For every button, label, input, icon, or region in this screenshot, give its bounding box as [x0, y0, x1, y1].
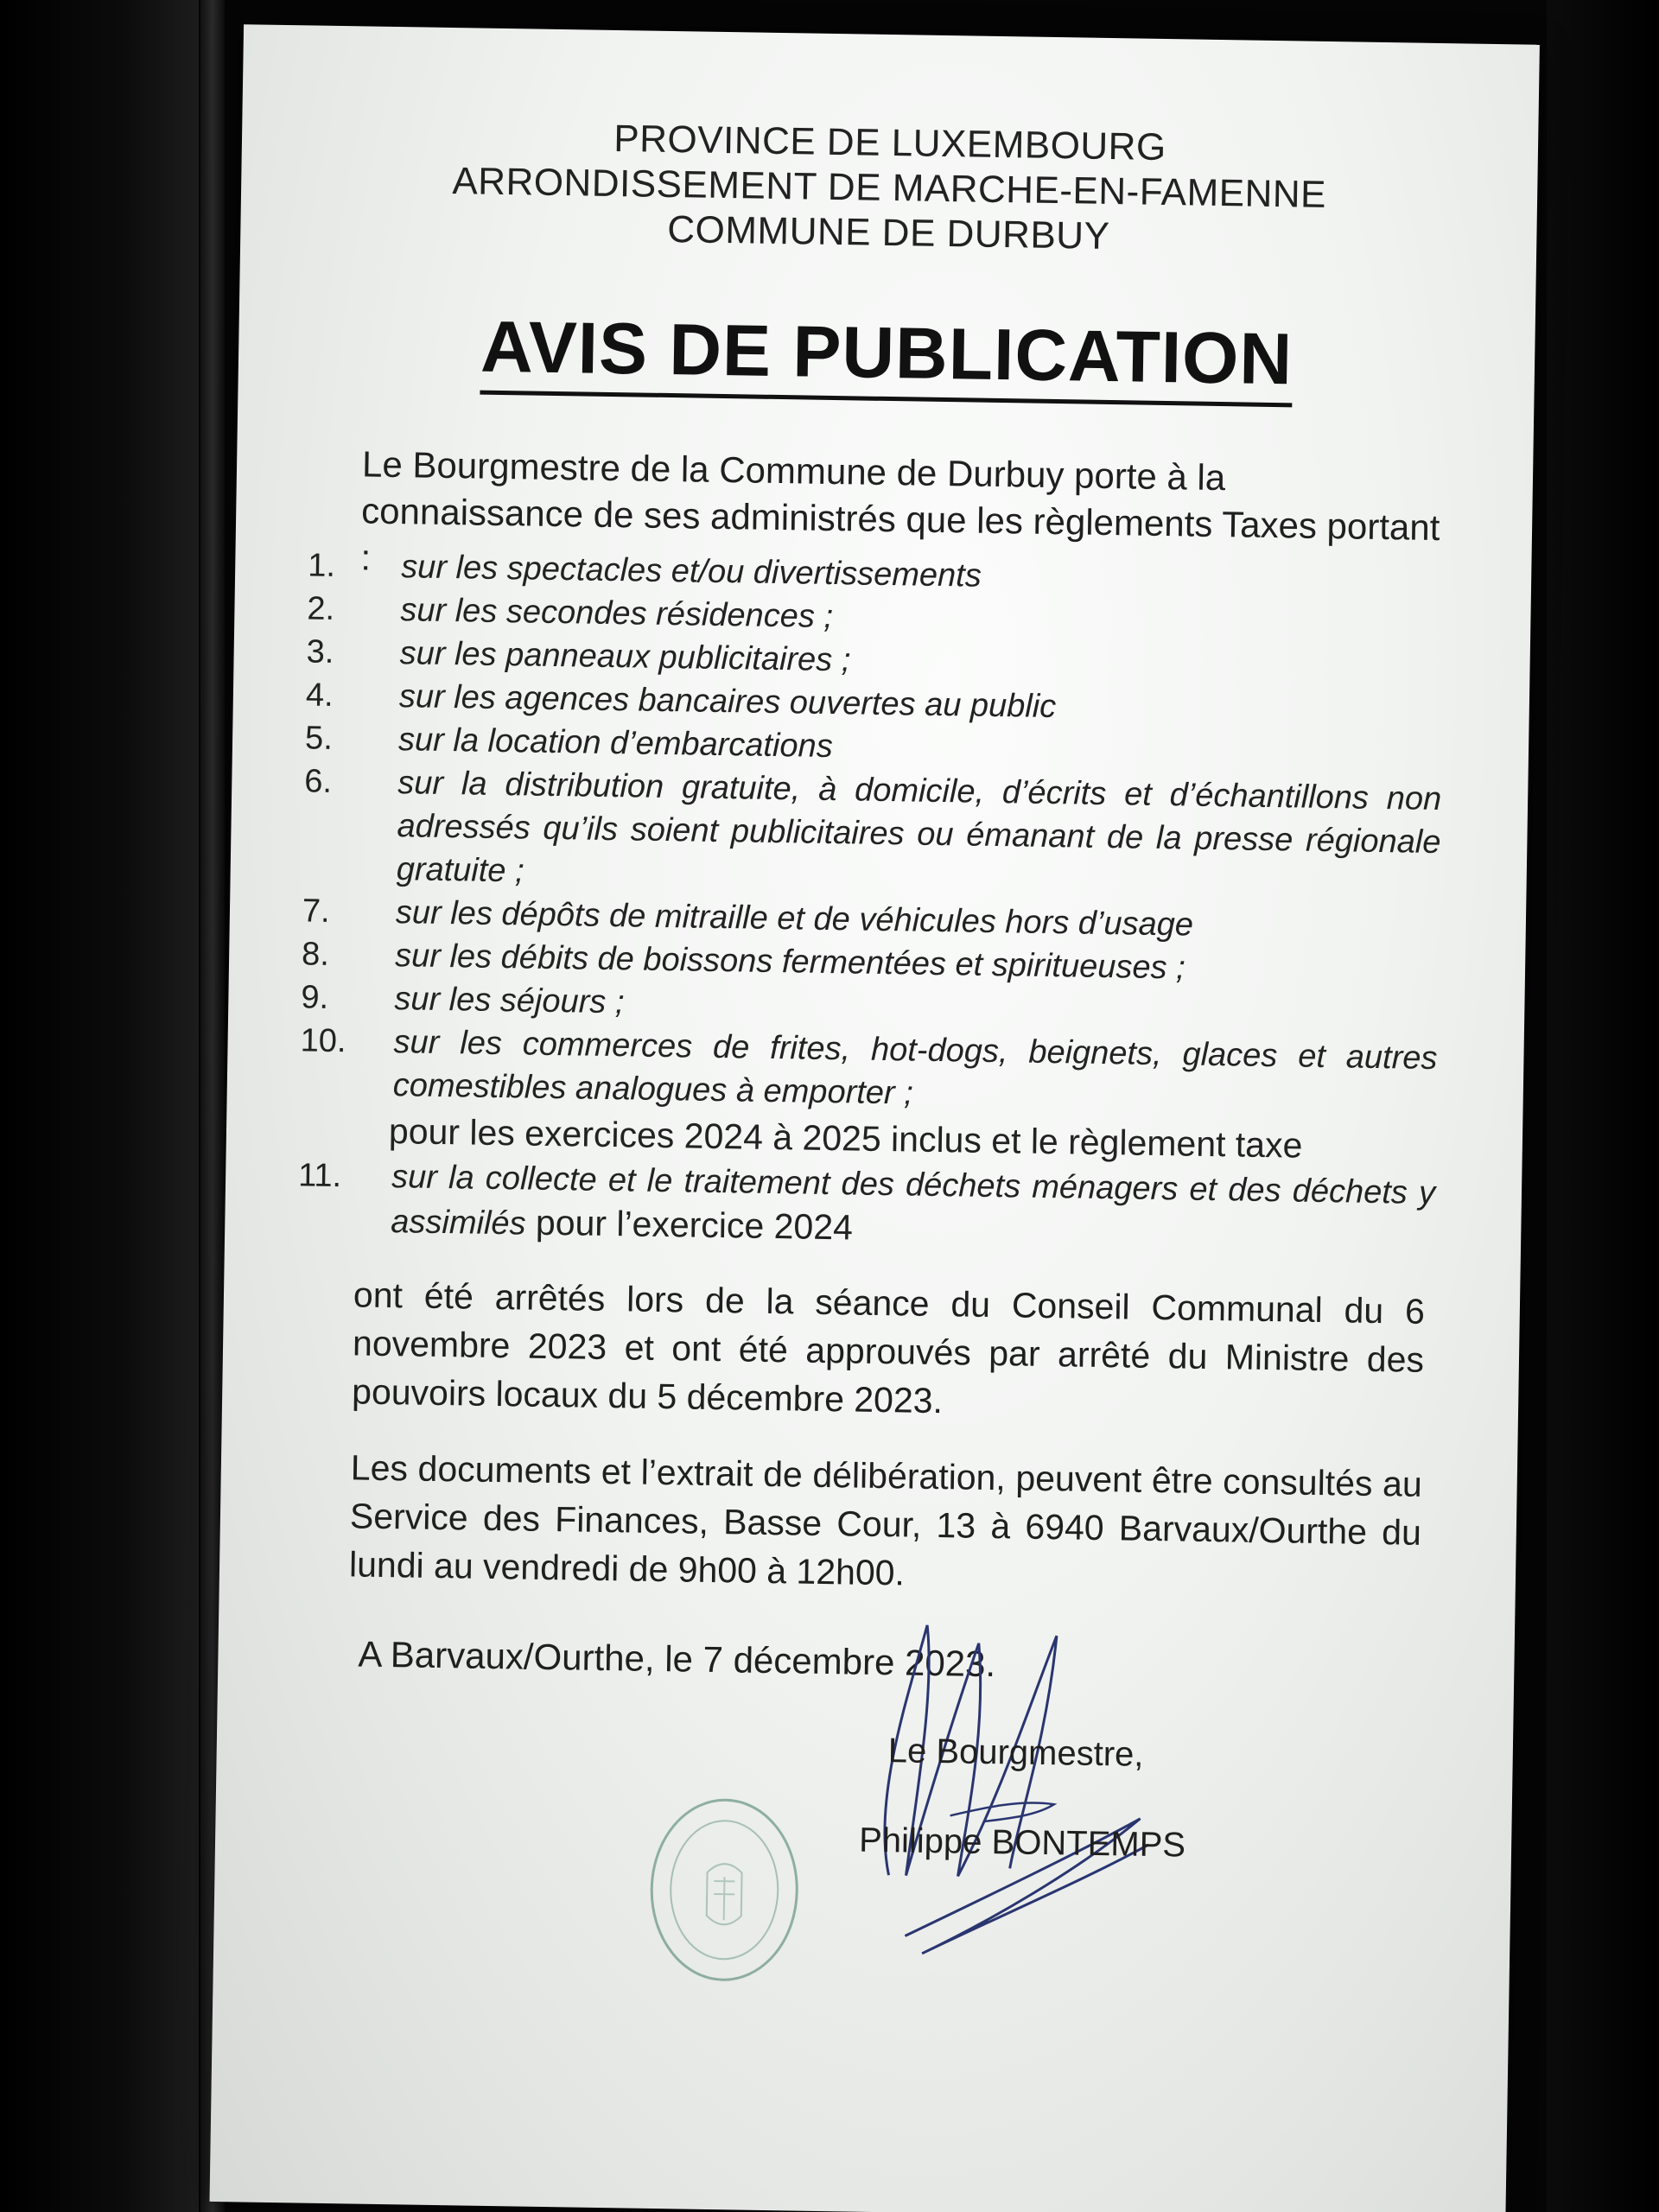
item-number: 4.	[305, 677, 334, 714]
item-number: 11.	[297, 1157, 342, 1195]
item-text: sur les agences bancaires ouvertes au public	[398, 678, 1057, 726]
background-right	[1547, 0, 1659, 2212]
header	[240, 111, 1538, 266]
place-date-line: A Barvaux/Ourthe, le 7 décembre 2023.	[358, 1633, 996, 1685]
item-number: 8.	[301, 936, 330, 973]
list-item	[294, 1154, 1435, 1260]
item-number: 9.	[301, 979, 329, 1016]
approval-paragraph: ont été arrêtés lors de la séance du Conseil Communal du 6 novembre 2023 et ont été approuvés par arrêté du Ministre des pouvoirs locaux du 5 décembre 2023.	[351, 1274, 1426, 1421]
item-text: sur la location d’embarcations	[397, 721, 834, 766]
intro-paragraph: Le Bourgmestre de la Commune de Durbuy porte à la connaissance de ses administrés que les règlements Taxes portant :	[360, 443, 1440, 578]
item-number: 6.	[304, 763, 333, 800]
signer-name: Philippe BONTEMPS	[858, 1821, 1186, 1865]
tax-list	[294, 543, 1446, 1260]
item-text: sur les commerces de frites, hot-dogs, beignets, glaces et autres comestibles analogues à emporter ;	[392, 1024, 1438, 1112]
list-item	[299, 760, 1441, 907]
item-text: sur les secondes résidences ;	[400, 592, 834, 636]
item-text: sur les dépôts de mitraille et de véhicules hors d’usage	[395, 894, 1194, 944]
item-text: sur les spectacles et/ou divertissements	[400, 549, 982, 594]
item-text: sur la distribution gratuite, à domicile, d’écrits et d’échantillons non adressés qu’ils soient publicitaires ou émanant de la presse régionale gratuite ;	[396, 765, 1442, 890]
commune-stamp-icon	[645, 1794, 804, 1986]
header-arrondissement: ARRONDISSEMENT DE MARCHE-EN-FAMENNE	[452, 160, 1327, 216]
item-number: 7.	[302, 893, 331, 930]
header-commune: COMMUNE DE DURBUY	[666, 207, 1110, 257]
item-number: 1.	[307, 547, 336, 584]
exercise-period-line: pour les exercices 2024 à 2025 inclus et le règlement taxe	[388, 1111, 1303, 1166]
item-text: sur les séjours ;	[394, 981, 625, 1021]
title-block	[238, 301, 1535, 411]
page-title: AVIS DE PUBLICATION	[480, 305, 1293, 408]
header-province: PROVINCE DE LUXEMBOURG	[613, 117, 1167, 169]
item-text: sur les panneaux publicitaires ;	[399, 635, 851, 679]
item-11-suffix: pour l’exercice 2024	[525, 1202, 854, 1248]
item-text: sur les débits de boissons fermentées et spiritueuses ;	[394, 938, 1185, 987]
notice-sheet	[210, 24, 1540, 2212]
item-11-text: sur la collecte et le traitement des déchets ménagers et des déchets y assimilés	[391, 1159, 1436, 1243]
item-text	[391, 1155, 1435, 1260]
item-number: 3.	[306, 633, 334, 671]
item-number: 10.	[300, 1022, 346, 1060]
consultation-paragraph: Les documents et l’extrait de délibération, peuvent être consultés au Service des Finances, Basse Cour, 13 à 6940 Barvaux/Ourthe du lundi au vendredi de 9h00 à 12h00.	[348, 1447, 1423, 1593]
item-number: 2.	[307, 590, 335, 627]
item-number: 5.	[304, 720, 334, 757]
signer-role: Le Bourgmestre,	[887, 1732, 1144, 1774]
signer-block	[859, 1728, 1187, 1868]
background-left	[0, 0, 199, 2212]
